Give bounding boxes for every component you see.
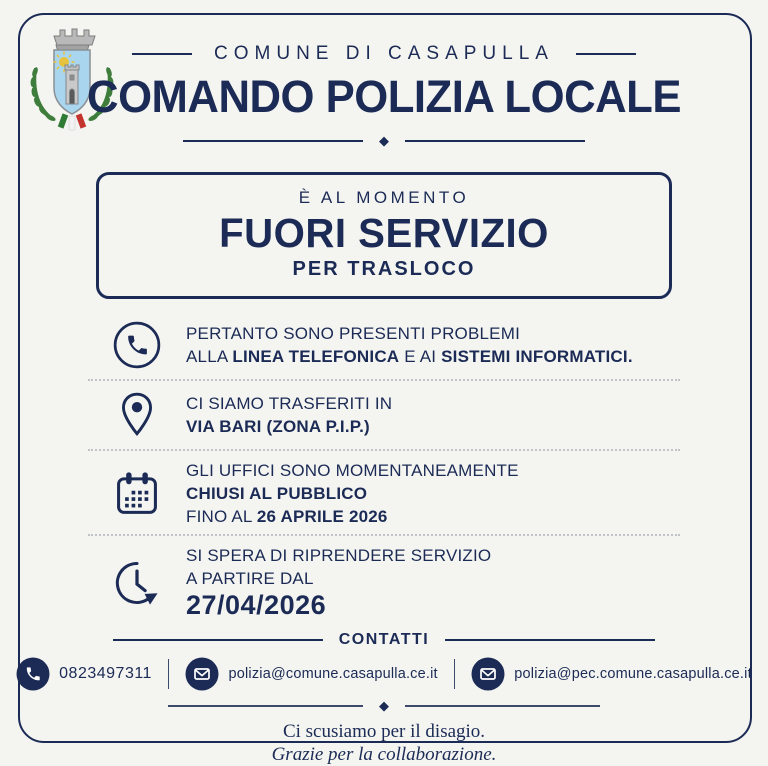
apology-footer [0,720,768,766]
section-row [88,536,680,627]
calendar-icon [111,468,163,520]
text-segment: SISTEMI INFORMATICI. [441,347,633,366]
diamond-icon: ◆ [379,133,389,148]
divider-rule [405,705,600,707]
text-segment: FINO AL [186,507,257,526]
section-icon-col [88,557,186,609]
text-segment: 26 APRILE 2026 [256,507,388,526]
text-segment: GLI UFFICI SONO MOMENTANEAMENTE [186,461,519,480]
text-segment: A PARTIRE DAL [186,569,314,588]
contact-value: polizia@pec.comune.casapulla.ce.it [514,666,752,682]
text-segment: CI SIAMO TRASFERITI IN [186,394,393,413]
section-text [186,544,680,621]
contacts-rule-left [113,639,323,641]
section-text [186,322,680,368]
clock-history-icon [111,557,163,609]
text-segment: CHIUSI AL PUBBLICO [186,484,368,503]
section-row [88,311,680,379]
municipality-name: COMUNE DI CASAPULLA [214,43,554,64]
section-line [186,505,680,528]
section-icon-col [88,320,186,370]
apology-line: Ci scusiamo per il disagio. [282,721,486,742]
section-line [186,415,680,438]
section-row [88,381,680,449]
kicker-rule-right [576,53,636,55]
contact-value: 0823497311 [59,665,152,682]
contact-separator [454,659,456,689]
section-line [186,345,680,368]
contacts-heading [0,631,768,649]
contacts-rule-right [445,639,655,641]
notice-sections [88,311,680,627]
text-segment: PERTANTO SONO PRESENTI PROBLEMI [186,324,520,343]
contact-separator [168,659,170,689]
divider-rule [405,140,585,142]
text-segment: VIA BARI (ZONA P.I.P.) [186,417,370,436]
section-line [186,544,680,567]
email-badge-icon [471,657,505,691]
divider-rule [183,140,363,142]
thanks-line: Grazie per la collaborazione. [271,744,497,765]
section-line [186,322,680,345]
email-badge-icon [185,657,219,691]
phone-circle-icon [112,320,162,370]
phone-badge-icon [16,657,50,691]
contact-email [471,657,752,691]
text-segment: SI SPERA DI RIPRENDERE SERVIZIO [186,546,492,565]
section-row [88,451,680,534]
status-box [96,172,672,299]
section-text [186,459,680,528]
kicker-rule-left [132,53,192,55]
page-title: COMANDO POLIZIA LOCALE [87,71,681,122]
contacts-label: CONTATTI [338,631,430,648]
section-line [186,392,680,415]
contact-value: polizia@comune.casapulla.ce.it [228,666,438,682]
text-segment: E AI [399,347,442,366]
divider-rule [168,705,363,707]
section-text [186,392,680,438]
status-reason: PER TRASLOCO [292,258,476,280]
section-icon-col [88,390,186,440]
status-headline: FUORI SERVIZIO [219,210,549,256]
contact-email [185,657,437,691]
section-line [186,567,680,590]
text-segment: LINEA TELEFONICA [232,347,400,366]
contact-phone [16,657,152,691]
section-line [186,459,680,482]
location-pin-icon [112,390,162,440]
section-line [186,590,680,621]
section-icon-col [88,468,186,520]
contacts-row [0,657,768,691]
status-kicker: È AL MOMENTO [298,188,470,207]
footer-divider [0,698,768,713]
section-line [186,482,680,505]
text-segment: 27/04/2026 [186,590,327,620]
text-segment: ALLA [186,347,233,366]
diamond-icon: ◆ [379,698,389,713]
